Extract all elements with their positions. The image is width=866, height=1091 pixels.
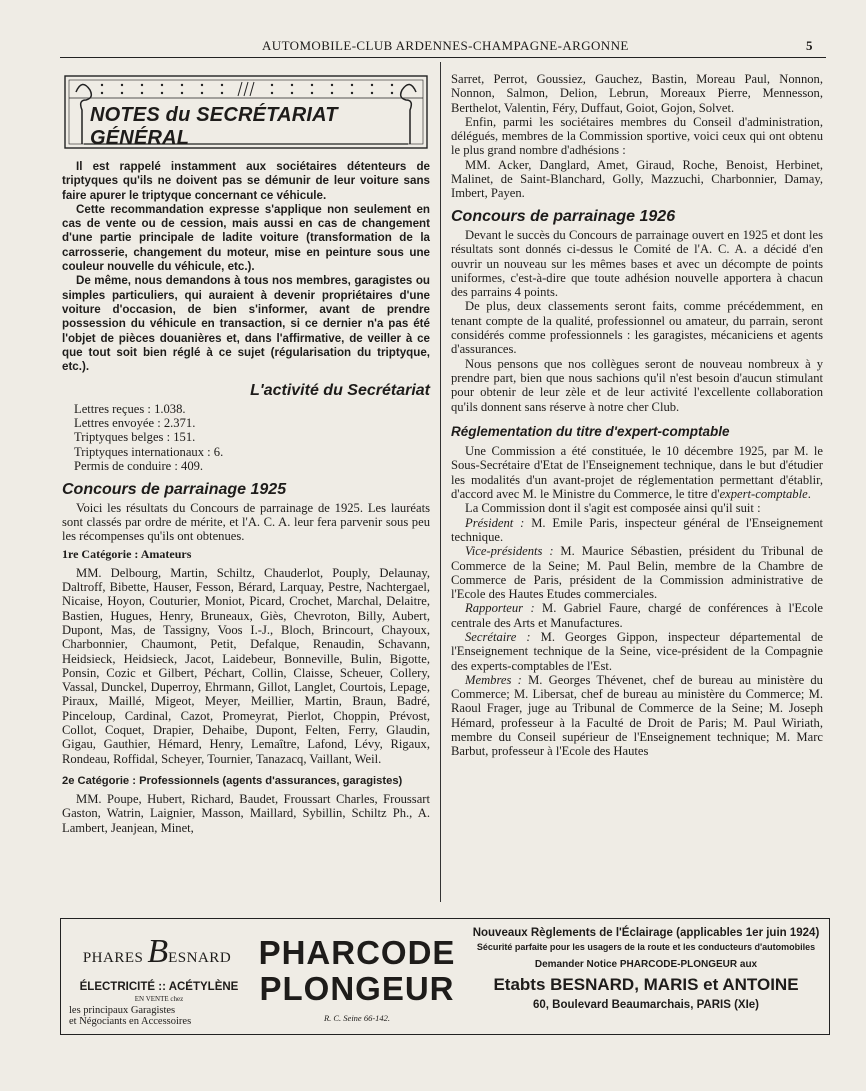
dealers-line: et Négociants en Accessoires xyxy=(69,1016,192,1027)
registration-text: R. C. Seine 66-142. xyxy=(323,1013,391,1023)
regulation-paragraph xyxy=(451,444,823,501)
intro-paragraph: Il est rappelé instamment aux sociétaires détenteurs de triptyques qu'ils ne doivent pas se démunir de leur voiture sans faire apurer le triptyque concernant ce véhicule. xyxy=(62,160,430,202)
acetylene-text: ACÉTYLÈNE xyxy=(168,981,239,993)
member-entry xyxy=(451,673,823,759)
advertisement-box xyxy=(60,918,830,1035)
member-text: M. Emile Paris, inspecteur général de l'Enseignement technique. xyxy=(451,515,824,544)
dealers-line: les principaux Garagistes xyxy=(69,1005,176,1016)
category-2-heading: 2e Catégorie : Professionnels (agents d'assurances, garagistes) xyxy=(62,774,403,787)
member-entry xyxy=(451,630,823,673)
member-role: Secrétaire : xyxy=(465,629,531,644)
dealers-text xyxy=(69,1005,249,1027)
activity-line: Permis de conduire : 409. xyxy=(74,458,204,473)
activity-line: Triptyques belges : 151. xyxy=(74,430,196,445)
category-2-names: MM. Poupe, Hubert, Richard, Baudet, Froussart Charles, Froussart Gaston, Watrin, Laignier, Masson, Maillard, Sybillin, Schiltz Ph., A. Lambert, Jeanjean, Minet, xyxy=(62,792,430,835)
pharcode-logo xyxy=(251,935,463,1007)
member-text: M. Georges Gippon, inspecteur départemental de l'Enseignement technique de la Seine, vice-président de la Compagnie des experts-comptables de l'Est. xyxy=(451,629,823,673)
section-banner xyxy=(62,72,430,152)
contest-1926-paragraph: Nous pensons que nos collègues seront de nouveau nombreux à y prendre part, bien que nous sachions qu'il n'est besoin d'aucun stimulant pour obtenir de leur zèle et de leur activité l'excellente collaboration qu'ils donnent sans réserve à notre cher Club. xyxy=(451,356,823,414)
council-names: MM. Acker, Danglard, Amet, Giraud, Roche, Benoist, Herbinet, Malinet, de Saint-Blanchard, Golly, Mazzuchi, Charbonnier, Damay, Imbert, Payen. xyxy=(451,157,823,201)
activity-line: Triptyques internationaux : 6. xyxy=(74,444,224,459)
electricity-text: ÉLECTRICITÉ xyxy=(79,981,156,993)
category-2-names-continued: Sarret, Perrot, Goussiez, Gauchez, Bastin, Moreau Paul, Nonnon, Nonnon, Salmon, Delion, Lebrun, Moreaux Pierre, Mennesson, Berthelot, Valentin, Féry, Duffaut, Goiot, Gojon, Solvet. xyxy=(451,72,823,115)
member-entry xyxy=(451,601,823,630)
member-role: Membres : xyxy=(465,672,522,687)
logo-line: PHARCODE xyxy=(258,934,456,971)
left-column xyxy=(62,160,430,835)
category-1-names: MM. Delbourg, Martin, Schiltz, Chauderlot, Pouply, Delaunay, Daltroff, Bibette, Hauser, Fesson, Bérard, Larquay, Pestre, Nachtergael, Nicaise, Hoyon, Couturier, Moniot, Picard, Crochet, Marchal, Delaitre, Bastien, Hugues, Henry, Bruneaux, Giès, Chevroton, Billy, Aubert, Dupont, Mas, de Tassigny, Voos I.-J., Bloch, Brincourt, Chayoux, Charbonnier, Chaumont, Petit, Defalque, Renaudin, Schavann, Heidsieck, Heidsieck, Jacot, Laidebeur, Bonneville, Bulin, Bigotte, Ponsin, Cozic et Gilbert, Péchart, Collin, Claisse, Scheuer, Collery, Vassal, Dunckel, Duperroy, Ehrmann, Gillot, Langlet, Courtois, Lepage, Piraux, Maillé, Migeot, Meyer, Meillier, Martin, Braun, Badré, Pinceloup, Cardinal, Cazot, Promeyrat, Pierlot, Choppin, Prévost, Collot, Coquet, Drapier, Dehaibe, Dupont, Felten, Ferry, Glaudin, Gigau, Gauthier, Hémard, Henry, Lemaître, Lafond, Lévy, Rigaux, Rondeau, Roffidal, Scheyer, Tournier, Tanazacq, Vaillant, Weil. xyxy=(62,565,430,766)
running-title: AUTOMOBILE-CLUB ARDENNES-CHAMPAGNE-ARGONNE xyxy=(262,38,629,53)
activity-line: Lettres reçues : 1.038. xyxy=(74,401,186,416)
besnard-brand xyxy=(77,933,237,971)
contest-1925-heading: Concours de parrainage 1925 xyxy=(62,481,287,499)
member-role: Président : xyxy=(465,515,525,530)
member-text: M. Gabriel Faure, chargé de conférences à l'Ecole centrale des Arts et Manufactures. xyxy=(451,601,823,630)
ad-line: Sécurité parfaite pour les usagers de la route et les conducteurs d'automobiles xyxy=(476,942,816,952)
header-rule xyxy=(60,57,826,58)
ad-line: Demander Notice PHARCODE-PLONGEUR aux xyxy=(534,959,758,970)
member-role: Rapporteur : xyxy=(465,601,535,616)
contest-1926-paragraph: Devant le succès du Concours de parrainage ouvert en 1925 et dont les résultats sont donnés ci-dessus le Comité de l'A. C. A. a décidé d'en ouvrir un nouveau sur les mêmes bases et avec un décompte de points uniformes, c'est-à-dire que toute adhésion nouvelle apportera à chacun des parrains 4 points. xyxy=(451,227,823,300)
regulation-text-italic: expert-comptable xyxy=(719,487,808,502)
regulation-paragraph: La Commission dont il s'agit est composée ainsi qu'il suit : xyxy=(465,501,761,516)
member-text: M. Georges Thévenet, chef de bureau au ministère du Commerce; M. Libersat, chef de bureau au ministère du Commerce; M. Raoul Frager, juge au Tribunal de Commerce de la Seine; M. Joseph Hémard, professeur à la Faculté de Droit de Paris; M. Paul Wiriath, membre du Conseil supérieur de l'Enseignement technique; M. Marc Barbut, professeur à l'Ecole des Hautes xyxy=(451,672,823,759)
member-entry xyxy=(451,544,823,601)
member-text: M. Maurice Sébastien, président du Tribunal de Commerce de la Seine; M. Paul Belin, membre de la Chambre de Commerce de Paris, président de la Commission administrative de l'Ecole des Hautes Etudes commerciales. xyxy=(451,544,823,602)
contest-1926-paragraph: De plus, deux classements seront faits, comme précédemment, en tenant compte de la qualité, professionnel ou amateur, du parrain, seront considérés comme professionnels : les garagistes, mécaniciens et agents d'assurances. xyxy=(451,299,823,357)
regulation-text-end: . xyxy=(807,487,811,502)
on-sale-text: EN VENTE chez xyxy=(134,995,184,1003)
activity-heading: L'activité du Secrétariat xyxy=(250,382,430,400)
logo-line: PLONGEUR xyxy=(259,970,455,1007)
ad-line: Etabts BESNARD, MARIS et ANTOINE xyxy=(493,975,799,994)
member-entry xyxy=(451,516,823,545)
activity-line: Lettres envoyée : 2.371. xyxy=(74,416,196,431)
council-intro: Enfin, parmi les sociétaires membres du Conseil d'administration, délégués, membres de la Commission sportive, voici ceux qui ont obtenu le plus grand nombre d'adhésions : xyxy=(451,114,823,158)
column-divider xyxy=(440,62,441,902)
contest-1925-intro: Voici les résultats du Concours de parrainage de 1925. Les lauréats sont classés par ordre de mérite, et l'A. C. A. leur fera parvenir sous peu les récompenses qu'ils ont obtenues. xyxy=(62,500,430,544)
page-number: 5 xyxy=(806,38,813,53)
contest-1926-heading: Concours de parrainage 1926 xyxy=(451,207,676,225)
ad-right-text xyxy=(469,927,823,1011)
regulation-heading: Réglementation du titre d'expert-comptable xyxy=(451,423,730,439)
intro-paragraph: De même, nous demandons à tous nos membres, garagistes ou simples particuliers, qui auraient à devenir propriétaires d'une voiture d'occasion, de bien s'informer, avant de prendre possession du véhicule en transaction, si ce dernier n'a pas été l'objet de pièces douanières et, dans l'affirmative, de veiller à ce que tout soit bien réglé à ce sujet (régularisation du triptyque, etc.). xyxy=(62,274,430,374)
ad-line: Nouveaux Règlements de l'Éclairage (applicables 1er juin 1924) xyxy=(472,927,820,939)
right-column xyxy=(451,72,823,759)
intro-paragraph: Cette recommandation expresse s'applique non seulement en cas de vente ou de cession, mais aussi en cas de changement d'une partie principale de ladite voiture (transformation de la carrosserie, changement du moteur, mise en peinture sous une couleur nouvelle du véhicule, etc.). xyxy=(62,202,430,274)
banner-title: NOTES du SECRÉTARIAT GÉNÉRAL xyxy=(90,104,338,149)
brand-text: ESNARD xyxy=(168,950,232,966)
separator: :: xyxy=(158,981,166,993)
brand-text: PHARES xyxy=(82,950,144,966)
category-1-heading: 1re Catégorie : Amateurs xyxy=(62,547,192,562)
member-role: Vice-présidents : xyxy=(465,544,554,559)
ad-line: 60, Boulevard Beaumarchais, PARIS (XIe) xyxy=(532,999,760,1011)
energy-line xyxy=(69,981,249,993)
brand-initial: B xyxy=(147,933,169,970)
regulation-text: Une Commission a été constituée, le 10 décembre 1925, par M. le Sous-Secrétaire d'Etat de l'Enseignement technique, dans le but d'étudier les modalités d'un avant-projet de réglementation permettant d'établir, d'accord avec M. le Ministre du Commerce, le titre d' xyxy=(451,444,823,502)
